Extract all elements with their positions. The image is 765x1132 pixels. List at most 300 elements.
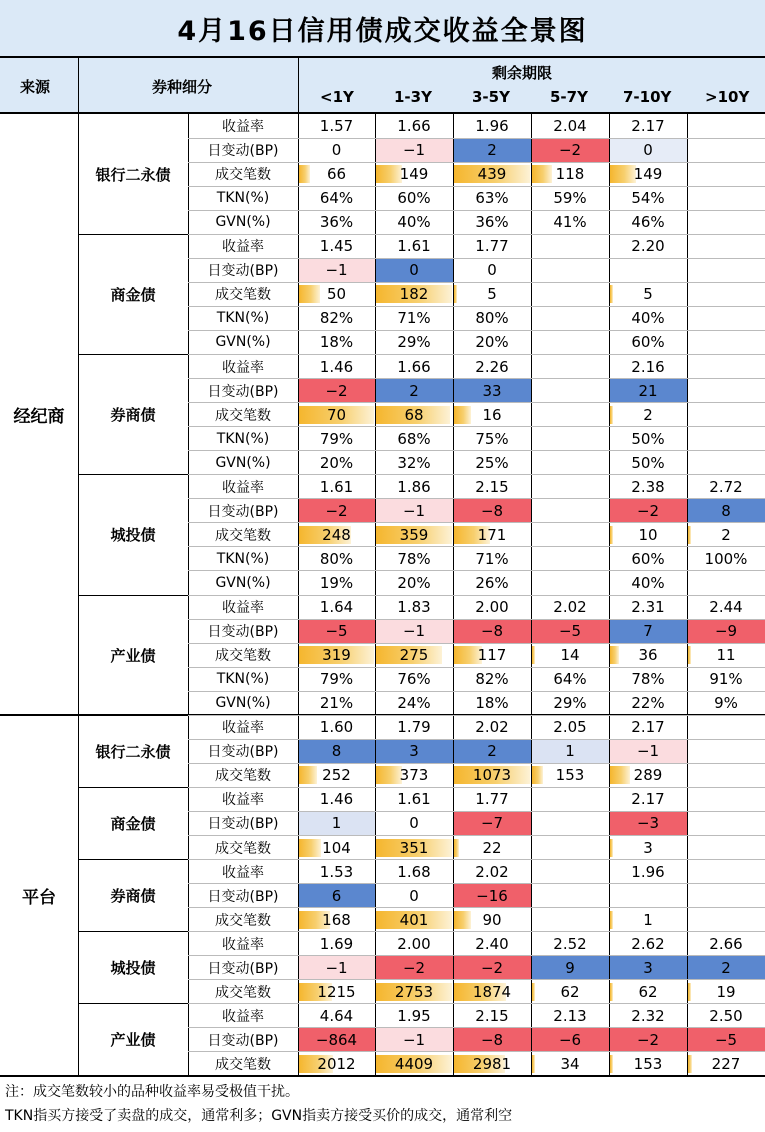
table-cell	[609, 282, 687, 306]
table-cell	[453, 980, 531, 1004]
row-divider	[188, 138, 765, 139]
cell-value: 2.02	[553, 598, 587, 617]
table-cell	[687, 451, 765, 475]
cell-value: 1.66	[397, 357, 431, 376]
metric-label	[188, 210, 298, 234]
cell-value: 0	[409, 886, 419, 905]
table-cell	[687, 162, 765, 186]
row-divider	[188, 1027, 765, 1028]
cell-value: −1	[325, 958, 348, 977]
table-cell	[531, 836, 609, 860]
table-cell	[298, 523, 375, 547]
table-cell	[375, 884, 453, 908]
metric-label	[188, 595, 298, 619]
cell-value: 2.31	[631, 598, 665, 617]
cell-value: 50%	[631, 429, 665, 448]
metric-label-text: 收益率	[222, 1008, 264, 1025]
table-cell	[375, 595, 453, 619]
cell-value: 5	[643, 285, 653, 304]
metric-label-text: TKN(%)	[216, 310, 270, 327]
cell-value: 149	[399, 165, 429, 184]
metric-label	[188, 571, 298, 595]
table-cell	[375, 403, 453, 427]
table-cell	[298, 114, 375, 138]
table-cell	[531, 763, 609, 787]
volume-bar	[610, 285, 613, 303]
cell-value: −864	[315, 1030, 358, 1049]
table-cell	[687, 258, 765, 282]
table-cell	[609, 162, 687, 186]
cell-value: 319	[322, 646, 351, 665]
cell-value: 2.17	[631, 790, 665, 809]
cell-value: 2.72	[709, 477, 743, 496]
table-cell	[609, 715, 687, 739]
table-cell	[298, 403, 375, 427]
table-cell	[453, 667, 531, 691]
table-cell	[453, 908, 531, 932]
table-cell	[531, 547, 609, 571]
table-cell	[531, 667, 609, 691]
table-cell	[453, 282, 531, 306]
cell-value: 1.95	[397, 1006, 431, 1025]
volume-bar	[610, 646, 619, 664]
volume-bar	[610, 165, 636, 183]
table-cell	[453, 956, 531, 980]
cell-value: 40%	[631, 573, 665, 592]
metric-label	[188, 836, 298, 860]
cell-value: 7	[643, 622, 653, 641]
table-cell	[453, 162, 531, 186]
cell-value: 2.44	[709, 598, 743, 617]
table-cell	[687, 1028, 765, 1052]
table-cell	[687, 114, 765, 138]
volume-bar	[688, 983, 691, 1001]
header-term: 1-3Y	[394, 88, 432, 106]
table-cell	[375, 787, 453, 811]
cell-value: 2.20	[631, 237, 665, 256]
cell-value: 2	[409, 381, 419, 400]
cell-value: 2.00	[397, 934, 431, 953]
table-cell	[687, 787, 765, 811]
metric-label	[188, 162, 298, 186]
table-cell	[687, 355, 765, 379]
metric-label-text: 日变动(BP)	[207, 816, 279, 833]
cell-value: 19	[716, 982, 736, 1001]
table-cell	[375, 282, 453, 306]
metric-label	[188, 908, 298, 932]
row-divider	[188, 763, 765, 764]
table-cell	[609, 403, 687, 427]
cell-value: 1.60	[319, 718, 354, 737]
cell-value: 1.69	[319, 934, 354, 953]
cell-value: 2.32	[631, 1006, 665, 1025]
cell-value: 104	[322, 838, 351, 857]
cell-value: 1.79	[397, 718, 431, 737]
cell-value: 1	[331, 814, 342, 833]
table-cell	[453, 739, 531, 763]
cell-value: −1	[325, 261, 348, 280]
cell-value: 2.52	[553, 934, 587, 953]
cell-value: 171	[477, 525, 507, 544]
table-cell	[453, 619, 531, 643]
table-cell	[453, 763, 531, 787]
table-cell	[609, 186, 687, 210]
table-cell	[531, 306, 609, 330]
table-cell	[531, 956, 609, 980]
cell-value: 14	[560, 646, 580, 665]
header-term: 7-10Y	[623, 88, 672, 106]
metric-label	[188, 330, 298, 354]
table-cell	[531, 1004, 609, 1028]
row-divider	[188, 619, 765, 620]
cell-value: 2.15	[475, 1006, 509, 1025]
table-cell	[298, 595, 375, 619]
table-cell	[453, 403, 531, 427]
metric-label	[188, 427, 298, 451]
table-cell	[531, 258, 609, 282]
row-divider	[188, 595, 765, 596]
cell-value: 25%	[475, 453, 509, 472]
table-cell	[609, 571, 687, 595]
metric-label-text: 收益率	[222, 479, 264, 496]
volume-bar	[532, 1055, 535, 1073]
cell-value: −3	[636, 814, 660, 833]
row-divider	[188, 354, 765, 355]
table-cell	[453, 379, 531, 403]
table-cell	[298, 234, 375, 258]
table-cell	[609, 523, 687, 547]
cell-value: 68%	[397, 429, 431, 448]
table-cell	[453, 884, 531, 908]
metric-label-text: 成交笔数	[215, 167, 271, 184]
volume-bar	[532, 165, 552, 183]
cell-value: 2.17	[631, 117, 665, 136]
table-cell	[298, 619, 375, 643]
cell-value: 1.64	[319, 598, 354, 617]
cell-value: 248	[322, 525, 351, 544]
table-cell	[531, 330, 609, 354]
volume-bar	[688, 526, 691, 544]
table-cell	[609, 836, 687, 860]
cell-value: 32%	[397, 453, 431, 472]
metric-label	[188, 306, 298, 330]
cell-value: 2.26	[475, 357, 509, 376]
table-cell	[298, 643, 375, 667]
cell-value: 2.66	[709, 934, 743, 953]
table-cell	[609, 763, 687, 787]
cell-value: 2.00	[475, 598, 509, 617]
category-label: 银行二永债	[95, 165, 171, 184]
metric-label-text: 成交笔数	[215, 840, 271, 857]
table-cell	[687, 595, 765, 619]
cell-value: 71%	[397, 309, 431, 328]
cell-value: 2	[487, 742, 497, 761]
cell-value: 75%	[475, 429, 509, 448]
cell-value: −9	[714, 622, 738, 641]
table-cell	[687, 667, 765, 691]
source-label: 平台	[22, 888, 56, 909]
cell-value: 2.50	[709, 1006, 743, 1025]
page-title: 4月16日信用债成交收益全景图	[0, 0, 765, 56]
cell-value: 1	[565, 742, 575, 761]
cell-value: 0	[409, 261, 419, 280]
category-label: 券商债	[110, 887, 156, 906]
row-divider	[188, 330, 765, 331]
volume-bar	[299, 839, 321, 857]
metric-label-text: GVN(%)	[215, 695, 271, 712]
cell-value: 70	[326, 405, 347, 424]
cell-value: 82%	[319, 309, 354, 328]
table-cell	[375, 1028, 453, 1052]
metric-label	[188, 451, 298, 475]
cell-value: 34	[560, 1054, 580, 1073]
cell-value: 2	[721, 958, 731, 977]
table-cell	[375, 306, 453, 330]
table-cell	[609, 475, 687, 499]
table-cell	[531, 787, 609, 811]
footnotes	[0, 1076, 765, 1132]
category-label: 银行二永债	[95, 742, 171, 761]
cell-value: 2012	[317, 1054, 356, 1073]
table-cell	[531, 811, 609, 835]
table-cell	[375, 643, 453, 667]
metric-label-text: 收益率	[222, 239, 264, 256]
table-cell	[609, 787, 687, 811]
table-cell	[453, 595, 531, 619]
cell-value: 11	[716, 646, 736, 665]
cell-value: 5	[487, 285, 497, 304]
table-cell	[375, 860, 453, 884]
cell-value: 2.40	[475, 934, 509, 953]
cell-value: −2	[558, 141, 582, 160]
cell-value: −6	[558, 1030, 582, 1049]
table-cell	[298, 908, 375, 932]
cell-value: 6	[331, 886, 342, 905]
metric-label-text: GVN(%)	[215, 574, 271, 591]
cell-value: 2.38	[631, 477, 665, 496]
table-cell	[453, 1028, 531, 1052]
table-cell	[375, 451, 453, 475]
table-cell	[298, 715, 375, 739]
table-cell	[531, 379, 609, 403]
table-cell	[298, 427, 375, 451]
table-cell	[453, 1004, 531, 1028]
table-cell	[687, 330, 765, 354]
metric-label	[188, 884, 298, 908]
table-cell	[531, 210, 609, 234]
table-cell	[375, 956, 453, 980]
table-cell	[453, 475, 531, 499]
metric-label	[188, 138, 298, 162]
table-cell	[687, 210, 765, 234]
table-cell	[609, 210, 687, 234]
cell-value: 21	[638, 381, 658, 400]
table-cell	[609, 595, 687, 619]
volume-bar	[454, 839, 459, 857]
header-term: <1Y	[320, 88, 354, 106]
table-cell	[298, 571, 375, 595]
cell-value: −1	[402, 141, 426, 160]
cell-value: −1	[402, 501, 426, 520]
cell-value: 68	[404, 405, 424, 424]
table-cell	[298, 210, 375, 234]
header-term: 3-5Y	[472, 88, 510, 106]
metric-label-text: TKN(%)	[216, 671, 270, 688]
table-cell	[609, 980, 687, 1004]
table-cell	[298, 763, 375, 787]
cell-value: 359	[399, 525, 429, 544]
table-cell	[531, 715, 609, 739]
category-label: 商金债	[110, 814, 156, 833]
metric-label	[188, 643, 298, 667]
volume-bar	[376, 165, 402, 183]
table-cell	[687, 739, 765, 763]
table-cell	[609, 643, 687, 667]
cell-value: 2.15	[475, 477, 509, 496]
volume-bar	[688, 646, 691, 664]
volume-bar	[610, 406, 613, 424]
table-cell	[687, 763, 765, 787]
table-cell	[453, 499, 531, 523]
cell-value: −1	[402, 1030, 426, 1049]
cell-value: 9	[565, 958, 575, 977]
table-cell	[687, 1052, 765, 1076]
metric-label-text: GVN(%)	[215, 214, 271, 231]
table-cell	[687, 811, 765, 835]
cell-value: −5	[325, 622, 348, 641]
cell-value: 1.61	[319, 477, 354, 496]
cell-value: −5	[714, 1030, 738, 1049]
category-label: 券商债	[110, 406, 156, 425]
table-cell	[375, 114, 453, 138]
cell-value: 2.17	[631, 718, 665, 737]
metric-label	[188, 547, 298, 571]
metric-label-text: 成交笔数	[215, 527, 271, 544]
footnote-2: TKN指买方接受了卖盘的成交，通常利多；GVN指卖方接受买价的成交，通常利空	[5, 1108, 513, 1124]
table-cell	[298, 787, 375, 811]
table-cell	[687, 282, 765, 306]
cell-value: 149	[633, 165, 663, 184]
table-cell	[453, 114, 531, 138]
cell-value: −16	[476, 886, 508, 905]
row-divider	[188, 691, 765, 692]
table-cell	[609, 427, 687, 451]
cell-value: 46%	[631, 213, 665, 232]
table-cell	[375, 836, 453, 860]
table-cell	[609, 932, 687, 956]
metric-label	[188, 1028, 298, 1052]
volume-bar	[610, 983, 613, 1001]
table-cell	[298, 162, 375, 186]
metric-label	[188, 258, 298, 282]
table-cell	[375, 691, 453, 715]
table-cell	[298, 1028, 375, 1052]
cell-value: 33	[482, 381, 502, 400]
metric-label-text: 收益率	[222, 792, 264, 809]
cell-value: 80%	[319, 549, 354, 568]
table-cell	[609, 908, 687, 932]
cell-value: 1.77	[475, 237, 509, 256]
cell-value: 118	[555, 165, 585, 184]
category-label: 商金债	[110, 285, 156, 304]
table-cell	[453, 306, 531, 330]
row-divider	[188, 811, 765, 812]
cell-value: 71%	[475, 549, 509, 568]
table-cell	[375, 619, 453, 643]
cell-value: −2	[402, 958, 426, 977]
cell-value: 153	[633, 1054, 663, 1073]
cell-value: −2	[325, 501, 348, 520]
cell-value: 78%	[397, 549, 431, 568]
cell-value: −2	[325, 381, 348, 400]
table-cell	[453, 811, 531, 835]
cell-value: 2981	[472, 1054, 512, 1073]
row-divider	[188, 378, 765, 379]
row-divider	[188, 739, 765, 740]
cell-value: −1	[636, 742, 660, 761]
table-cell	[609, 547, 687, 571]
cell-value: 3	[409, 742, 419, 761]
volume-bar	[688, 1055, 692, 1073]
metric-label	[188, 379, 298, 403]
cell-value: 50	[326, 285, 347, 304]
row-divider	[188, 883, 765, 884]
cell-value: 1215	[317, 982, 356, 1001]
cell-value: 1.86	[397, 477, 431, 496]
table-cell	[375, 210, 453, 234]
cell-value: −8	[480, 622, 504, 641]
cell-value: 29%	[553, 694, 587, 713]
table-cell	[609, 1028, 687, 1052]
cell-value: 1874	[472, 982, 512, 1001]
table-cell	[687, 138, 765, 162]
volume-bar	[610, 766, 630, 784]
metric-label	[188, 932, 298, 956]
volume-bar	[610, 526, 613, 544]
table-cell	[609, 114, 687, 138]
table-cell	[453, 787, 531, 811]
cell-value: 21%	[319, 694, 354, 713]
metric-label	[188, 523, 298, 547]
volume-bar	[299, 165, 310, 183]
cell-value: 1.45	[319, 237, 354, 256]
table-cell	[298, 258, 375, 282]
table-cell	[298, 499, 375, 523]
metric-label-text: 成交笔数	[215, 984, 271, 1001]
metric-label	[188, 691, 298, 715]
cell-value: 90	[482, 910, 502, 929]
table-cell	[609, 355, 687, 379]
table-cell	[375, 138, 453, 162]
volume-bar	[376, 766, 402, 784]
row-divider	[188, 546, 765, 547]
cell-value: 91%	[709, 670, 743, 689]
cell-value: 22%	[631, 694, 665, 713]
metric-label-text: 成交笔数	[215, 912, 271, 929]
header-term: >10Y	[705, 88, 750, 106]
metric-label-text: 日变动(BP)	[207, 744, 279, 761]
cell-value: 117	[477, 646, 507, 665]
table-cell	[531, 1028, 609, 1052]
table-cell	[531, 619, 609, 643]
row-divider	[188, 1003, 765, 1004]
cell-value: 2.62	[631, 934, 665, 953]
cell-value: 36	[638, 646, 658, 665]
cell-value: 78%	[631, 670, 665, 689]
cell-value: 18%	[475, 694, 509, 713]
table-cell	[531, 162, 609, 186]
header-term: 5-7Y	[550, 88, 588, 106]
